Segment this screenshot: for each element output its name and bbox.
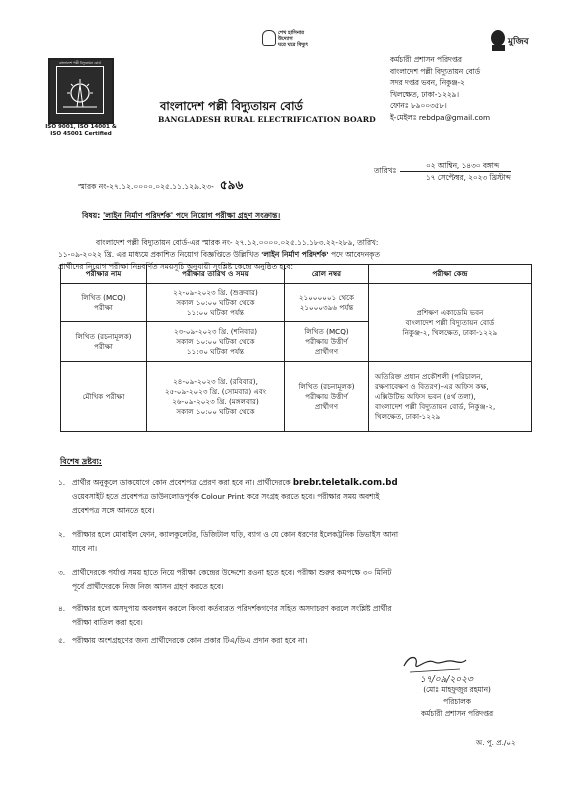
iso-line: ISO 45001 Certified (50, 131, 112, 137)
cell-line: মৌখিক পরীক্ষা (82, 391, 125, 401)
cell-line: সকাল ১০:০০ ঘটিকা থেকে (176, 406, 255, 416)
sun-tower-icon (57, 67, 103, 113)
table-header-row (61, 265, 532, 284)
subject-text: 'লাইন নির্মাণ পরিদর্শক' পদে নিয়োগ পরীক্ষা গ্রহণ সংক্রান্ত। (103, 211, 281, 220)
address-line: ফোনঃ ৮৯০০৩৫৮। (390, 101, 447, 111)
email-line (390, 112, 490, 124)
notes-title: বিশেষ দ্রষ্টব্য: (60, 457, 102, 466)
address-line: খিলক্ষেত, ঢাকা-১২২৯। (390, 89, 459, 99)
table-header: রোল নম্বর (285, 265, 369, 284)
org-name-en: BANGLADESH RURAL ELECTRIFICATION BOARD (158, 115, 376, 124)
cell-line: ২৪-০৯-২০২৩ খ্রি. (রবিবার), (173, 376, 258, 386)
note-text: ওয়েবসাইট হতে প্রবেশপত্র ডাউনলোডপূর্বক Colour Print করে সংগ্রহ করতে হবে। পরীক্ষার সময় অবশ্যই (72, 492, 380, 501)
note-number: ৩. (58, 568, 66, 577)
paragraph-line: প্রার্থীদের নিয়োগ পরীক্ষা নিম্নবর্ণিত সময়সূচি অনুযায়ী সংশ্লিষ্ট কেন্দ্রে অনুষ্ঠিত হবে: (58, 262, 293, 271)
exam-datetime (147, 322, 285, 362)
note-number: ৪. (58, 604, 66, 613)
cell-line: বাংলাদেশ পল্লী বিদ্যুতায়ন বোর্ড, নিকুঞ্জ-২, (375, 401, 496, 411)
cell-line: বাংলাদেশ পল্লী বিদ্যুতায়ন বোর্ড (405, 317, 495, 327)
table-header: পরীক্ষার নাম (61, 265, 147, 284)
note-text: প্রবেশপত্র সঙ্গে আনতে হবে। (72, 506, 155, 515)
cell-line: ২৫-০৯-২০২৩ খ্রি. (সোমবার) এবং (164, 386, 267, 396)
logo-frame (56, 66, 104, 114)
cell-line: ২২-০৯-২০২৩ খ্রি. (শুক্রবার) (173, 287, 258, 297)
cell-line: লিখিত (MCQ) (304, 326, 349, 336)
subject (82, 211, 280, 221)
memo-code: ২৭.১২.০০০০.০২৫.১১.১২৯.২৩- (109, 182, 214, 191)
address-block (390, 54, 490, 124)
note-2 (58, 528, 534, 556)
note-5 (58, 634, 534, 648)
breb-logo (48, 58, 114, 124)
subject-label: বিষয়: (82, 211, 101, 220)
cell-line: পরীক্ষায় উত্তীর্ণ (305, 391, 348, 401)
bulb-icon (262, 30, 276, 46)
cell-line: ২১০০০৩৯৬ পর্যন্ত (299, 302, 354, 312)
cell-line: ১১:৩০ ঘটিকা পর্যন্ত (186, 346, 245, 356)
note-text: প্রার্থীদেরকে পর্যাপ্ত সময় হাতে নিয়ে পরীক্ষা কেন্দ্রের উদ্দেশ্যে রওনা হতে হবে। পরীক্ষা শুরুর কমপক্ষে ৩০ মিনিট (72, 568, 392, 577)
cell-line: প্রার্থীগণ (314, 346, 339, 356)
table-row (61, 284, 532, 322)
roll-eligibility (285, 362, 369, 432)
note-number: ৫. (58, 636, 66, 645)
cell-line: নিকুঞ্জ-২, খিলক্ষেত, ঢাকা-১২২৯ (402, 327, 498, 337)
cell-line: প্রশিক্ষণ একাডেমি ভবন (416, 307, 484, 317)
table-header: পরীক্ষা কেন্দ্র (369, 265, 532, 284)
note-text: পরীক্ষার হলে অসদুপায় অবলম্বন করলে কিংবা কর্তব্যরত পরিদর্শকগণের সহিত অসদাচরণ করলে সংশ্লিষ্ট প্রার্থীর (72, 604, 392, 613)
memo-handwritten-number: ৫৯৬ (219, 178, 244, 192)
cell-line: ২৩-০৯-২০২৩ খ্রি. (শনিবার) (173, 326, 258, 336)
cell-line: ২১০০০০০১ থেকে (298, 292, 355, 302)
signer-title: পরিচালক (443, 697, 471, 706)
memo-number (78, 180, 243, 192)
signer-name: (মোঃ মাহফুজুর রহমান) (423, 685, 491, 694)
paragraph-text: পদে আবেদনকৃত (330, 250, 380, 259)
note-3 (58, 566, 534, 594)
paragraph-line (58, 249, 528, 261)
signature-date: ১৭/০৯/২০২৩ (420, 675, 473, 685)
teletalk-link[interactable]: brebr.teletalk.com.bd (292, 478, 398, 488)
cell-line: সকাল ১০:০০ ঘটিকা থেকে (176, 297, 255, 307)
note-text: পূর্বে প্রার্থীদেরকে নিজ নিজ আসন গ্রহণ করতে হবে। (72, 582, 224, 591)
cell-line: লিখিত (রচনামূলক) (298, 381, 355, 391)
logo-caption: বাংলাদেশ পল্লী বিদ্যুতায়ন বোর্ড (59, 61, 101, 65)
table-header: পরীক্ষার তারিখ ও সময় (147, 265, 285, 284)
table-row (61, 362, 532, 432)
iso-certification (36, 124, 126, 138)
cell-line: এক্সিউটিভ অফিস ভবন (৪র্থ তলা), (375, 391, 476, 401)
email-link[interactable]: rebdpa@gmail.com (418, 112, 491, 122)
cell-line: পরীক্ষা (94, 302, 113, 312)
exam-datetime (147, 362, 285, 432)
cell-line: সকাল ১০:০০ ঘটিকা থেকে (176, 336, 255, 346)
cell-line: পরীক্ষায় উত্তীর্ণ (305, 336, 348, 346)
portrait-icon (488, 28, 534, 52)
note-text: পরীক্ষার হলে মোবাইল ফোন, ক্যালকুলেটর, ডিজিটাল ঘড়ি, ব্যাগ ও যে কোন ধরণের ইলেকট্রনিক ডিভাইস আনা (72, 530, 399, 539)
paragraph-text: ১১-০৯-২০২২ খ্রি. এর মাধ্যমে প্রকাশিত নিয়োগ বিজ্ঞপ্তিতে উল্লিখিত (58, 250, 259, 259)
cell-line: অতিরিক্ত প্রধান প্রকৌশলী (পরিচালন, (375, 371, 483, 381)
date-bangla: ০২ আশ্বিন, ১৪৩০ বঙ্গাব্দ (400, 160, 511, 172)
note-text: পরীক্ষায় অংশগ্রহণের জন্য প্রার্থীদেরকে কোন প্রকার টিএ/ডিএ প্রদান করা হবে না। (72, 636, 308, 645)
note-text: প্রার্থীর অনুকূলে ডাকযোগে কোন প্রবেশপত্র প্রেরণ করা হবে না। প্রার্থীদেরকে (72, 478, 291, 487)
email-label: ই-মেইলঃ (390, 112, 417, 122)
footer-code: অ. পু. প্র./০২ (476, 738, 516, 747)
slogan-line: ঘরে ঘরে বিদ্যুৎ (278, 42, 309, 48)
cell-line: ১১:০০ ঘটিকা পর্যন্ত (186, 307, 245, 317)
note-number: ১. (58, 478, 66, 487)
note-text: পরীক্ষা বাতিল করা হবে। (72, 618, 143, 627)
note-text: যাবে না। (72, 544, 98, 553)
exam-center (369, 284, 532, 362)
slogan-line: উদ্যোগ (278, 36, 293, 42)
exam-name (61, 322, 147, 362)
address-line: বাংলাদেশ পল্লী বিদ্যুতায়ন বোর্ড (390, 66, 480, 76)
signer-office: কর্মচারী প্রশাসন পরিদপ্তর (421, 709, 493, 718)
org-name-bn: বাংলাদেশ পল্লী বিদ্যুতায়ন বোর্ড (160, 99, 303, 113)
address-line: কর্মচারী প্রশাসন পরিদপ্তর (390, 55, 462, 64)
exam-schedule-table (60, 264, 532, 432)
exam-name (61, 284, 147, 322)
cell-line: খিলক্ষেত, ঢাকা-১২২৯ (375, 411, 441, 421)
date-label: তারিখঃ (374, 166, 397, 175)
memo-label: স্মারক নং- (78, 182, 110, 191)
cell-line: পরীক্ষা (94, 341, 113, 351)
mujib-logo (488, 28, 534, 52)
cell-line: লিখিত (MCQ) (81, 292, 126, 302)
date-english: ১৭ সেপ্টেম্বর, ২০২৩ খ্রিস্টাব্দ (426, 173, 511, 182)
signer-block (402, 684, 512, 720)
note-number: ২. (58, 530, 66, 539)
paragraph-line: বাংলাদেশ পল্লী বিদ্যুতায়ন বোর্ড-এর স্মারক নং- ২৭.১২.০০০০.০২৫.১১.১৮৩.২২-২৮৯, তারিখ: (96, 238, 379, 247)
cell-line: রক্ষণাবেক্ষণ ও বিতরণ)-এর অফিস কক্ষ, (375, 381, 489, 391)
exam-center (369, 362, 532, 432)
iso-line: ISO 9001, ISO 14001 & (45, 124, 117, 130)
date-block (374, 160, 511, 183)
roll-range (285, 284, 369, 322)
exam-name (61, 362, 147, 432)
note-1 (58, 476, 534, 518)
cell-line: ২৬-০৯-২০২৩ খ্রি. (মঙ্গলবার) (172, 396, 259, 406)
roll-eligibility (285, 322, 369, 362)
cell-line: লিখিত (রচনামূলক) (75, 331, 132, 341)
slogan-line: শেখ হাসিনার (278, 30, 305, 36)
cell-line: প্রার্থীগণ (314, 401, 339, 411)
note-4 (58, 602, 534, 630)
exam-datetime (147, 284, 285, 322)
svg-text:মুজিব: মুজিব (508, 37, 529, 47)
post-name: 'লাইন নির্মাণ পরিদর্শক' (261, 250, 329, 259)
address-line: সদর দপ্তর ভবন, নিকুঞ্জ-২ (390, 78, 465, 88)
slogan (278, 30, 308, 48)
